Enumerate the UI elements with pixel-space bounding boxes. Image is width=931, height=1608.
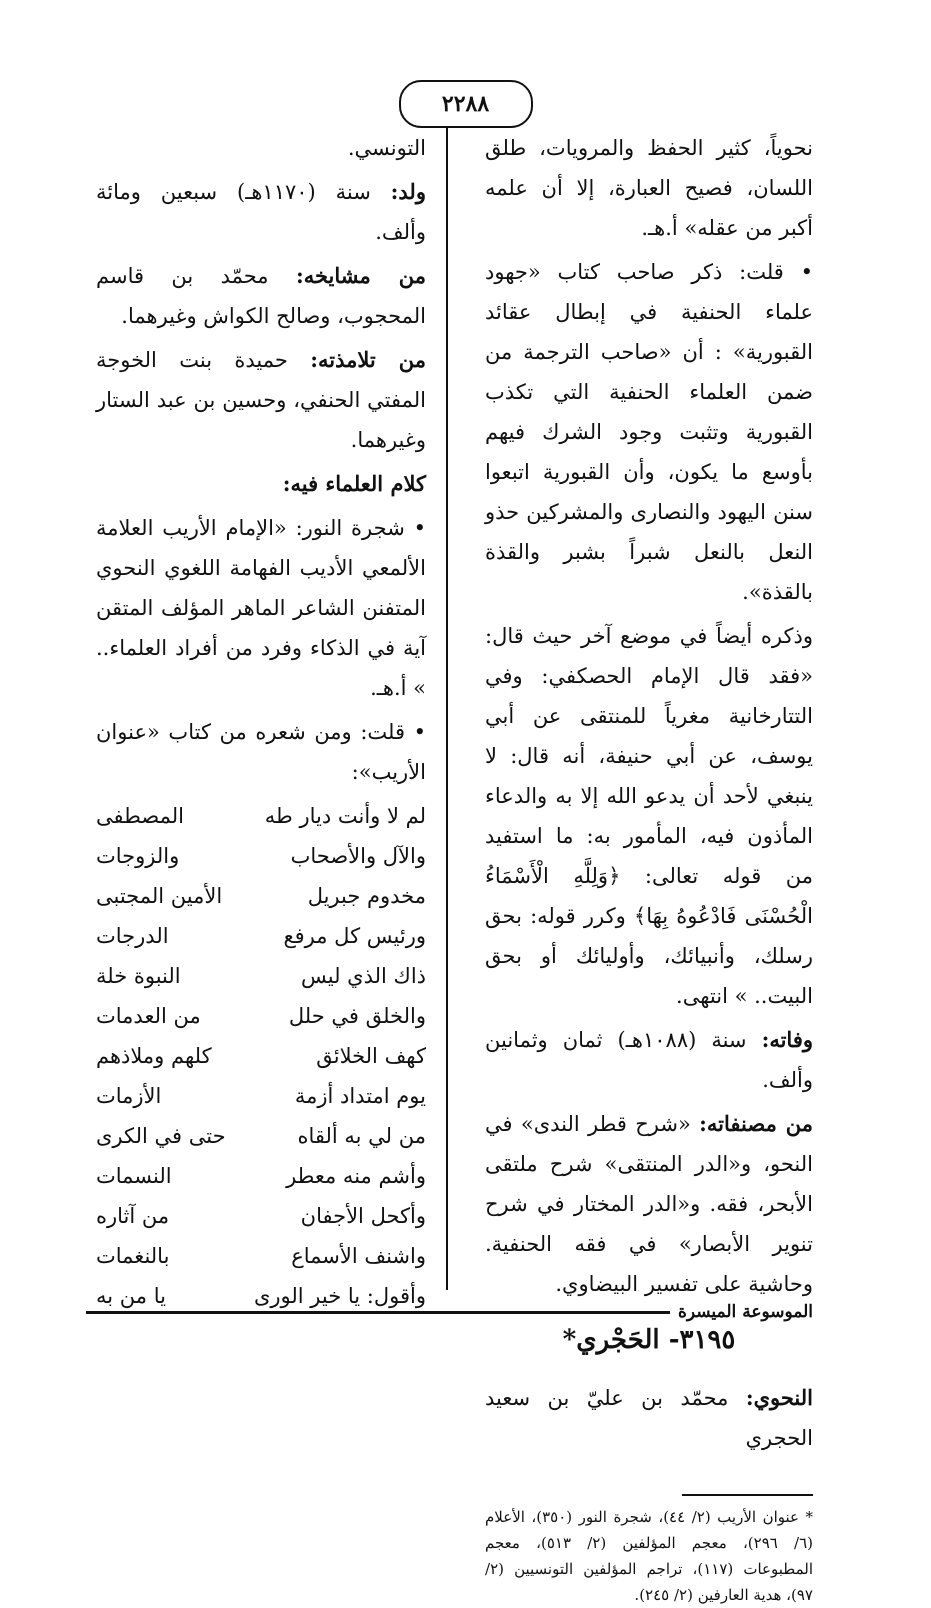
- right-paragraph-1: نحوياً، كثير الحفظ والمرويات، طلق اللسان، فصيح العبارة، إلا أن علمه أكبر من عقله» أ.هـ.: [485, 136, 813, 240]
- poem-line-start: ورئيس كل مرفع: [283, 924, 426, 948]
- poem-line-start: وأكحل الأجفان: [300, 1204, 426, 1228]
- poem-line-end: كلهم وملاذهم: [96, 1044, 212, 1068]
- poem-line-end: النبوة خلة: [96, 964, 181, 988]
- birth-paragraph: [96, 172, 426, 252]
- poem-line-end: من آثاره: [96, 1204, 170, 1228]
- footer: [86, 1300, 813, 1324]
- right-paragraph-2: • قلت: ذكر صاحب كتاب «جهود علماء الحنفية في إبطال عقائد القبورية» : أن «صاحب الترجمة من ضمن العلماء الحنفية التي تكذب القبورية وتثبت وجود الشرك فيهم بأوسع ما يكون، وأن القبورية اتبعوا سنن اليهود والنصارى والمشركين حذو النعل بالنعل شبراً بشبر والقذة بالقذة».: [485, 260, 813, 604]
- poem-line-end: بالنغمات: [96, 1244, 170, 1268]
- poem-line: [96, 1196, 426, 1236]
- poem-line-end: الأمين المجتبى: [96, 884, 223, 908]
- scholars-heading: كلام العلماء فيه:: [282, 471, 426, 496]
- poem-line: [96, 956, 426, 996]
- students-label: من تلامذته:: [310, 347, 426, 372]
- poem-line-start: كهف الخلائق: [316, 1044, 426, 1068]
- poem-line-start: والآل والأصحاب: [290, 844, 426, 868]
- sheikhs-paragraph: [96, 256, 426, 336]
- poem-line-start: وأقول: يا خير الورى: [253, 1284, 426, 1308]
- students-paragraph: [96, 340, 426, 460]
- works-paragraph: [485, 1104, 813, 1304]
- poem-line-end: يا من به: [96, 1284, 166, 1308]
- poem-line-start: مخدوم جبريل: [307, 884, 426, 908]
- poem-line: [96, 796, 426, 836]
- poem-line: [96, 996, 426, 1036]
- footer-title: الموسوعة الميسرة: [677, 1302, 813, 1322]
- entry-label: النحوي:: [745, 1385, 813, 1410]
- birth-text: سنة (١١٧٠هـ) سبعين ومائة وألف.: [96, 180, 426, 244]
- quote-2: • قلت: ومن شعره من كتاب «عنوان الأريب»:: [96, 720, 426, 784]
- poem-line-start: لم لا وأنت ديار طه: [264, 804, 426, 828]
- left-column: [96, 128, 426, 1316]
- right-paragraph-3: وذكره أيضاً في موضع آخر حيث قال: «فقد قال الإمام الحصكفي: وفي التتارخانية مغرياً للمنتقى عن أبي يوسف، عن أبي حنيفة، أنه قال: لا ينبغي لأحد أن يدعو الله إلا به والدعاء المأذون فيه، المأمور به: ما استفيد من قوله تعالى: ﴿وَلِلَّهِ الْأَسْمَاءُ الْحُسْنَى فَادْعُوهُ بِهَا﴾ وكرر قوله: بحق رسلك، وأنبيائك، وأوليائك أو بحق البيت.. » انتهى.: [485, 624, 813, 1008]
- death-text: سنة (١٠٨٨هـ) ثمان وثمانين وألف.: [485, 1028, 813, 1092]
- poem-line-start: واشنف الأسماع: [291, 1244, 426, 1268]
- sheikhs-text: محمّد بن قاسم المحجوب، وصالح الكواش وغيرهما.: [96, 264, 426, 328]
- poem-line-end: المصطفى: [96, 804, 184, 828]
- footnotes: * عنوان الأريب (٢/ ٤٤)، شجرة النور (٣٥٠)، الأعلام (٦/ ٢٩٦)، معجم المؤلفين (٢/ ٥١٣)، معجم المطبوعات (١١٧)، تراجم المؤلفين التونسيين (٢/ ٩٧)، هدية العارفين (٢/ ٢٤٥).: [485, 1508, 813, 1604]
- column-divider: [446, 128, 448, 1290]
- poem-line: [96, 836, 426, 876]
- poem: [96, 796, 426, 1316]
- footer-rule: [86, 1311, 670, 1314]
- footnote-rule: [682, 1494, 813, 1496]
- poem-line-end: الأزمات: [96, 1084, 162, 1108]
- right-column: [485, 128, 813, 1608]
- poem-line: [96, 1036, 426, 1076]
- poem-line-start: ذاك الذي ليس: [300, 964, 426, 988]
- left-paragraph-1: التونسي.: [347, 136, 426, 160]
- poem-line: [96, 1236, 426, 1276]
- poem-line-start: وأشم منه معطر: [286, 1164, 426, 1188]
- works-label: من مصنفاته:: [699, 1111, 813, 1136]
- birth-label: ولد:: [390, 179, 426, 204]
- entry-title: ٣١٩٥- الحَجْري*: [562, 1325, 736, 1355]
- poem-line-start: من لي به ألقاه: [297, 1124, 426, 1148]
- page-number: ٢٢٨٨: [399, 80, 533, 128]
- entry-text: محمّد بن عليّ بن سعيد الحجري: [485, 1386, 813, 1450]
- poem-line-end: الدرجات: [96, 924, 169, 948]
- death-label: وفاته:: [761, 1027, 813, 1052]
- sheikhs-label: من مشايخه:: [295, 263, 426, 288]
- poem-line: [96, 1156, 426, 1196]
- entry-name-paragraph: [485, 1378, 813, 1458]
- poem-line-end: والزوجات: [96, 844, 180, 868]
- poem-line: [96, 916, 426, 956]
- quote-1: • شجرة النور: «الإمام الأريب العلامة الألمعي الأديب الفهامة اللغوي النحوي المتفنن الشاعر الماهر المؤلف المتقن آية في الذكاء وفرد من أفراد العلماء.. » أ.هـ.: [96, 516, 426, 700]
- poem-line-end: حتى في الكرى: [96, 1124, 226, 1148]
- poem-line: [96, 1116, 426, 1156]
- poem-line-start: يوم امتداد أزمة: [294, 1084, 426, 1108]
- death-paragraph: [485, 1020, 813, 1100]
- poem-line-start: والخلق في حلل: [288, 1004, 426, 1028]
- poem-line-end: من العدمات: [96, 1004, 201, 1028]
- students-text: حميدة بنت الخوجة المفتي الحنفي، وحسين بن عبد الستار وغيرهما.: [96, 348, 426, 452]
- poem-line: [96, 876, 426, 916]
- poem-line-end: النسمات: [96, 1164, 172, 1188]
- poem-line: [96, 1076, 426, 1116]
- works-text: «شرح قطر الندى» في النحو، و«الدر المنتقى» شرح ملتقى الأبحر، فقه. و«الدر المختار في شرح تنوير الأبصار» في فقه الحنفية. وحاشية على تفسير البيضاوي.: [485, 1112, 813, 1296]
